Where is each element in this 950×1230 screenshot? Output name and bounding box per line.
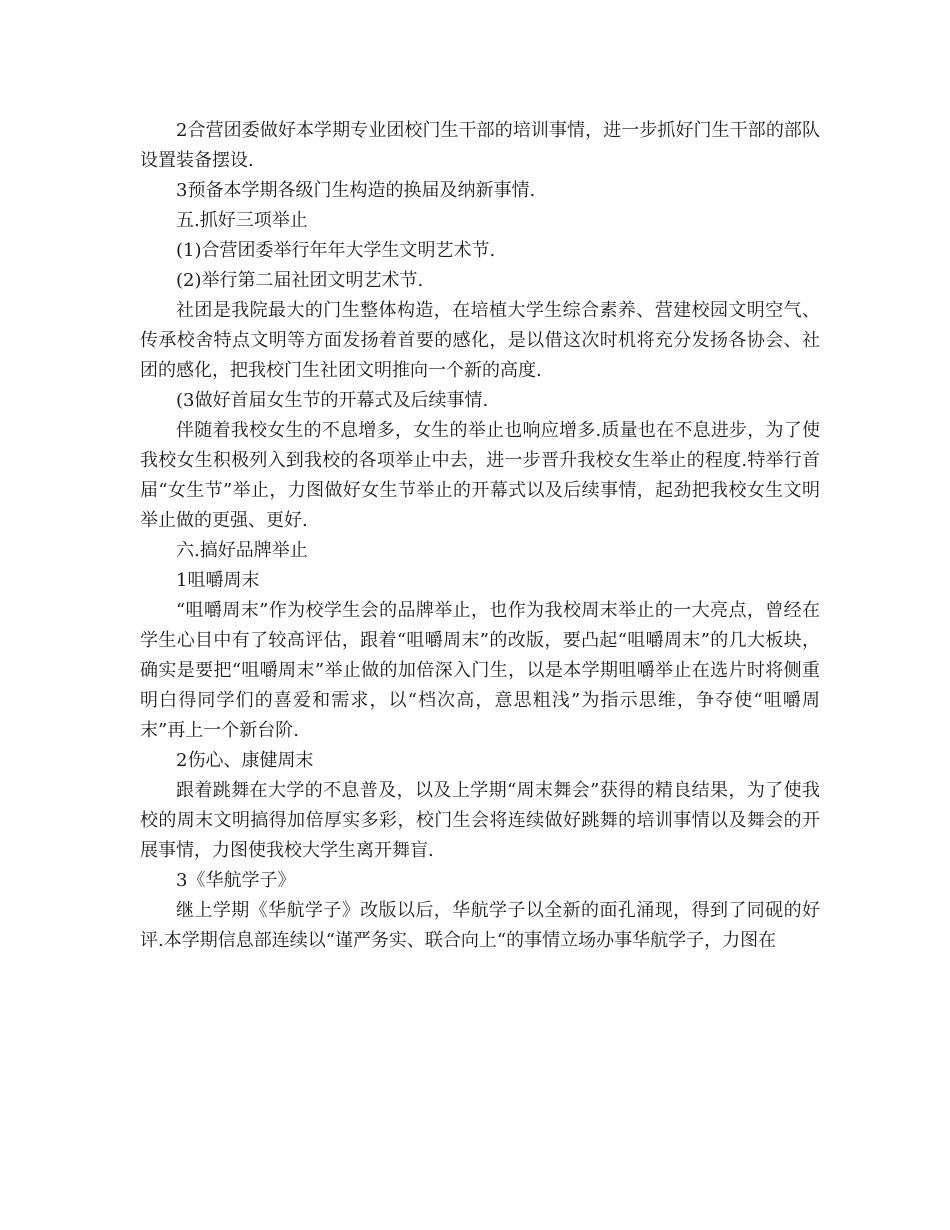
paragraph: 社团是我院最大的门生整体构造，在培植大学生综合素养、营建校园文明空气、传承校舍特点文明等方面发扬着首要的感化，是以借这次时机将充分发扬各协会、社团的感化，把我校门生社团文明推向一个新的高度.	[140, 300, 820, 381]
paragraph: 3预备本学期各级门生构造的换届及纳新事情.	[176, 180, 536, 201]
section-heading: 六.搞好品牌举止	[176, 540, 308, 561]
paragraph: (3做好首届女生节的开幕式及后续事情.	[176, 390, 489, 411]
subheading: 1咀嚼周末	[176, 570, 260, 591]
paragraph: (2)举行第二届社团文明艺术节.	[176, 270, 424, 291]
paragraph: 继上学期《华航学子》改版以后，华航学子以全新的面孔涌现，得到了同砚的好评.本学期信息部连续以“谨严务实、联合向上“的事情立场办事华航学子，力图在	[140, 900, 820, 951]
paragraph: “咀嚼周末”作为校学生会的品牌举止，也作为我校周末举止的一大亮点，曾经在学生心目中有了较高评估，跟着“咀嚼周末”的改版，要凸起“咀嚼周末”的几大板块，确实是要把“咀嚼周末”举止做的加倍深入门生，以是本学期咀嚼举止在选片时将侧重明白得同学们的喜爱和需求，以“档次高，意思粗浅”为指示思维，争夺使“咀嚼周末”再上一个新台阶.	[140, 600, 820, 741]
document-page	[140, 116, 820, 956]
subheading: 3《华航学子》	[176, 870, 296, 891]
paragraph: 伴随着我校女生的不息增多，女生的举止也响应增多.质量也在不息进步，为了使我校女生积极列入到我校的各项举止中去，进一步晋升我校女生举止的程度.特举行首届“女生节”举止，力图做好女生节举止的开幕式以及后续事情，起劲把我校女生文明举止做的更强、更好.	[140, 420, 820, 531]
section-heading: 五.抓好三项举止	[176, 210, 308, 231]
paragraph: 2合营团委做好本学期专业团校门生干部的培训事情，进一步抓好门生干部的部队设置装备摆设.	[140, 120, 820, 171]
paragraph: 跟着跳舞在大学的不息普及，以及上学期“周末舞会”获得的精良结果，为了使我校的周末文明搞得加倍厚实多彩，校门生会将连续做好跳舞的培训事情以及舞会的开展事情，力图使我校大学生离开舞盲.	[140, 780, 820, 861]
paragraph: (1)合营团委举行年年大学生文明艺术节.	[176, 240, 496, 261]
subheading: 2伤心、康健周末	[176, 750, 314, 771]
